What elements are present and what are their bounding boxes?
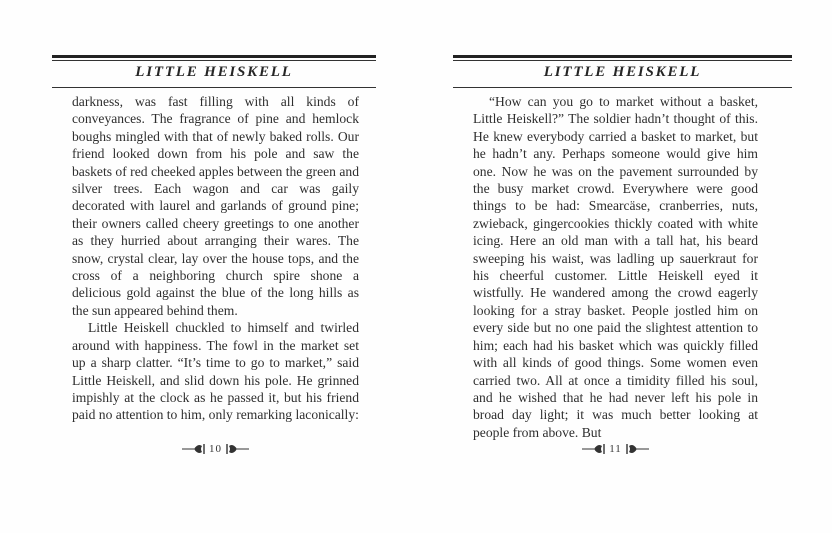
body-text <box>473 93 758 441</box>
paragraph: darkness, was fast filling with all kinds of conveyances. The fragrance of pine and hemlock boughs mingled with that of newly baked rolls. Our friend looked down from his pole and saw the baskets of red cheeked apples between the green and silver trees. Each wagon and car was gaily decorated with laurel and garlands of ground pine; their owners called cheery greetings to one another as they hurried about arranging their wares. The snow, crystal clear, lay over the house tops, and the cross of a neighboring church spire shone a delicious gold against the blue of the long hills as the sun appeared behind them. <box>72 94 359 318</box>
header-rule-thin <box>453 60 792 61</box>
right-page <box>416 0 832 533</box>
running-head: LITTLE HEISKELL <box>135 64 293 80</box>
header-rule-thin <box>52 60 376 61</box>
fleuron-left-icon <box>582 443 606 455</box>
paragraph: “How can you go to market without a basket, Little Heiskell?” The soldier hadn’t thought of this. He knew everybody carried a basket to market, but he hadn’t any. Perhaps someone would give him one. Now he was on the pavement surrounded by the busy market crowd. Everywhere were good things to be had: Smearcäse, cranberries, nuts, zwieback, gingercookies thickly coated with white icing. Here an old man with a tall hat, his beard sweeping his waist, was ladling up sauerkraut for his cheerful customer. Little Heiskell eyed it wistfully. He wandered among the crowd eagerly looking for a stray basket. People jostled him on every side but no one paid the slightest attention to him; each had his basket which was quickly filled with all kinds of good things. Some women even carried two. All at once a timidity filled his soul, and he wished that he had never left his pole in broad day light; it was much better looking at people from above. But <box>473 94 758 440</box>
page-number: 11 <box>609 443 622 455</box>
fleuron-right-icon <box>225 443 249 455</box>
header-rule-thick <box>52 55 376 58</box>
fleuron-right-icon <box>625 443 649 455</box>
paragraph: Little Heiskell chuckled to himself and twirled around with happiness. The fowl in the market set up a sharp clatter. “It’s time to go to market,” said Little Heiskell, and slid down his pole. He grinned impishly at the clock as he passed it, but his friend paid no attention to him, only remarking laconically: <box>72 320 359 423</box>
folio <box>473 443 758 455</box>
page-number: 10 <box>209 443 222 455</box>
folio <box>72 443 359 455</box>
running-head: LITTLE HEISKELL <box>543 64 702 80</box>
header-rule-thick <box>453 55 792 58</box>
running-head-underline <box>52 87 376 88</box>
running-head-underline <box>453 87 792 88</box>
fleuron-left-icon <box>182 443 206 455</box>
body-text <box>72 93 359 424</box>
